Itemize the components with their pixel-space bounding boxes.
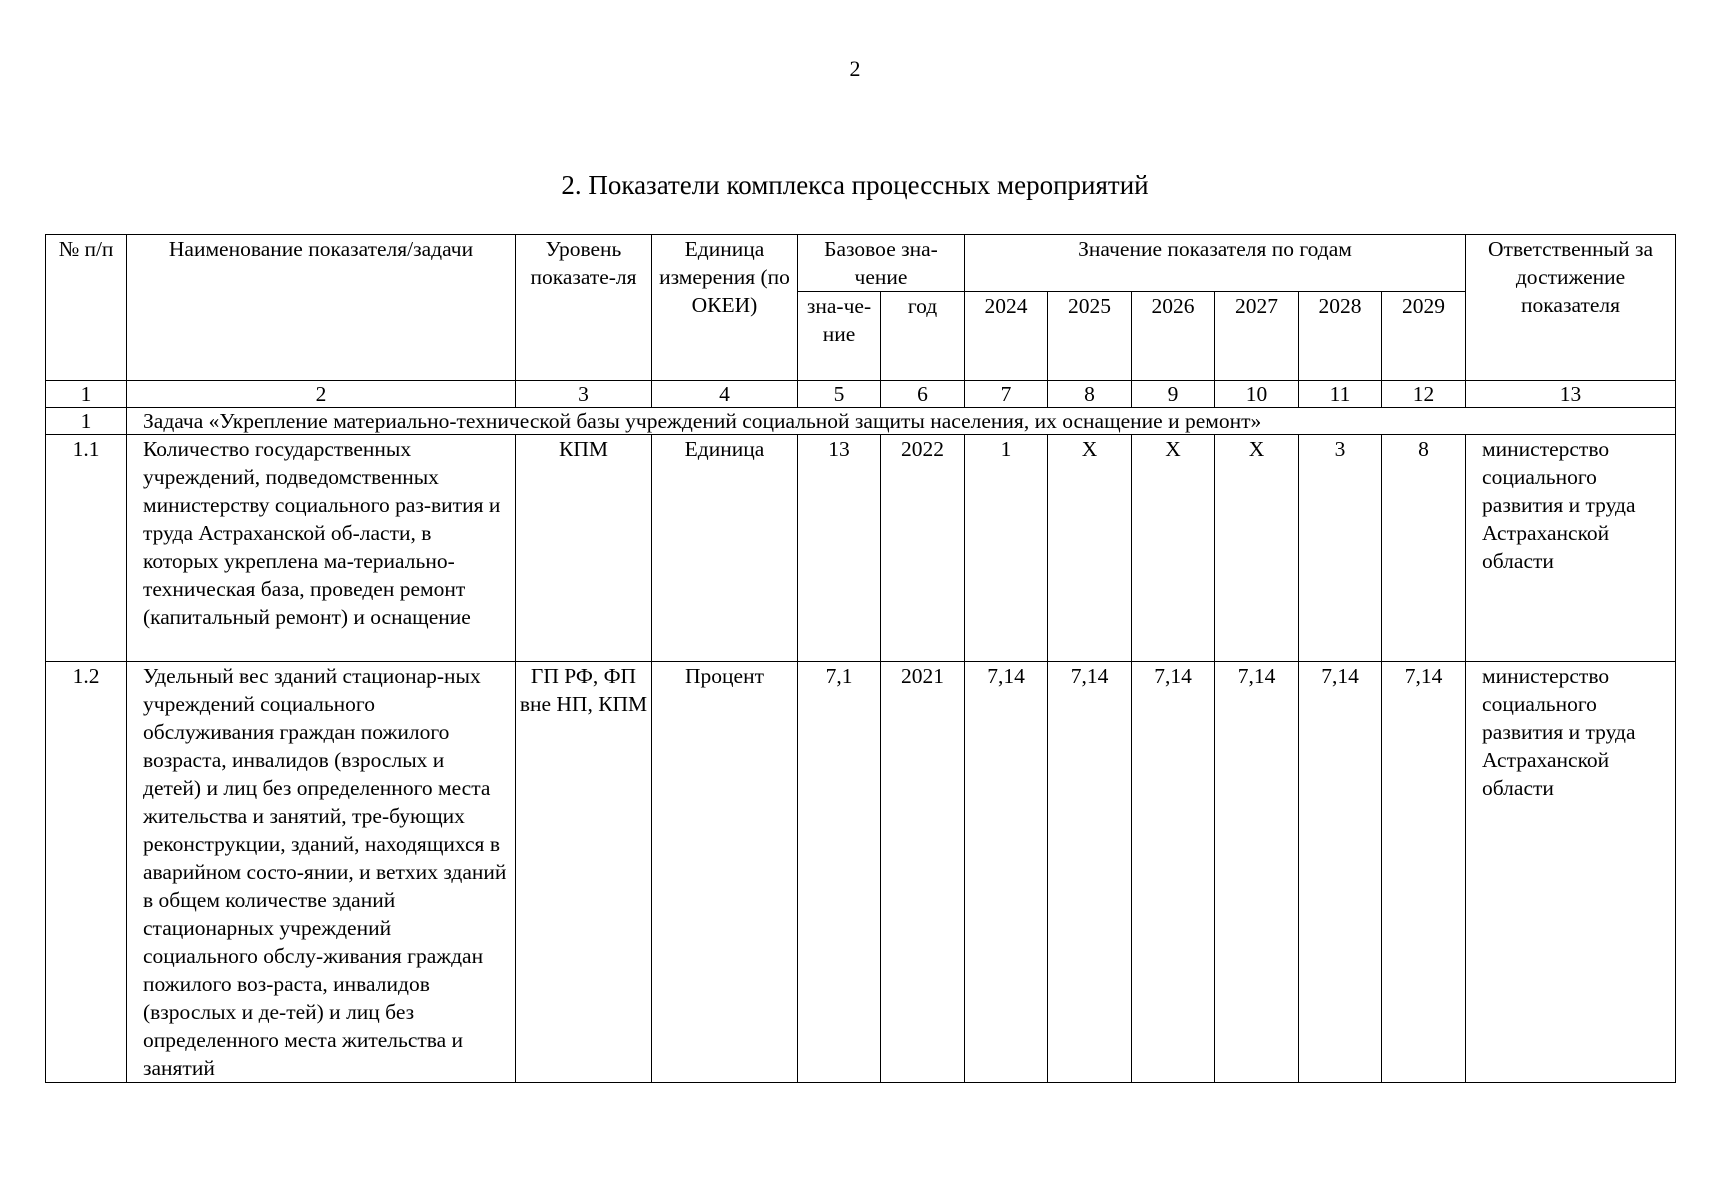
year-value: X bbox=[1215, 435, 1299, 662]
base-value: 7,1 bbox=[798, 662, 881, 1083]
year-value: X bbox=[1048, 435, 1132, 662]
year-value: 1 bbox=[965, 435, 1048, 662]
section-title: 2. Показатели комплекса процессных мероприятий bbox=[561, 170, 1149, 200]
column-numbers-row bbox=[46, 381, 1676, 408]
column-number: 10 bbox=[1215, 381, 1299, 408]
row-num: 1.1 bbox=[46, 435, 127, 662]
indicator-unit: Единица bbox=[652, 435, 798, 662]
row-num: 1.2 bbox=[46, 662, 127, 1083]
year-value: 7,14 bbox=[1299, 662, 1382, 1083]
indicator-level: ГП РФ, ФП вне НП, КПМ bbox=[516, 662, 652, 1083]
column-number: 2 bbox=[127, 381, 516, 408]
header-responsible: Ответственный за достижение показателя bbox=[1466, 235, 1676, 381]
year-value: 3 bbox=[1299, 435, 1382, 662]
column-number: 13 bbox=[1466, 381, 1676, 408]
year-value: X bbox=[1132, 435, 1215, 662]
header-name: Наименование показателя/задачи bbox=[127, 235, 516, 381]
column-number: 5 bbox=[798, 381, 881, 408]
indicators-table bbox=[45, 234, 1676, 1083]
column-number: 1 bbox=[46, 381, 127, 408]
base-year: 2021 bbox=[881, 662, 965, 1083]
header-year: 2024 bbox=[965, 292, 1048, 381]
indicator-name: Удельный вес зданий стационар-ных учреждений социального обслуживания граждан пожилого возраста, инвалидов (взрослых и детей) и лиц без определенного места жительства и занятий, тре-бующих реконструкции, зданий, находящихся в аварийном состо-янии, и ветхих зданий в общем количестве зданий стационарных учреждений социального обслу-живания граждан пожилого воз-раста, инвалидов (взрослых и де-тей) и лиц без определенного места жительства и занятий bbox=[127, 662, 516, 1083]
header-year: 2025 bbox=[1048, 292, 1132, 381]
header-by-years: Значение показателя по годам bbox=[965, 235, 1466, 292]
header-year: 2029 bbox=[1382, 292, 1466, 381]
header-num: № п/п bbox=[46, 235, 127, 381]
column-number: 6 bbox=[881, 381, 965, 408]
column-number: 9 bbox=[1132, 381, 1215, 408]
header-base-year: год bbox=[881, 292, 965, 381]
year-value: 7,14 bbox=[1215, 662, 1299, 1083]
year-value: 7,14 bbox=[1382, 662, 1466, 1083]
page-number: 2 bbox=[849, 56, 861, 81]
year-value: 7,14 bbox=[965, 662, 1048, 1083]
responsible: министерство социального развития и труда Астраханской области bbox=[1466, 662, 1676, 1083]
header-row bbox=[46, 235, 1676, 292]
task-num: 1 bbox=[46, 408, 127, 435]
year-value: 7,14 bbox=[1048, 662, 1132, 1083]
header-base: Базовое зна-чение bbox=[798, 235, 965, 292]
table-row bbox=[46, 435, 1676, 662]
column-number: 8 bbox=[1048, 381, 1132, 408]
header-year: 2026 bbox=[1132, 292, 1215, 381]
column-number: 12 bbox=[1382, 381, 1466, 408]
base-value: 13 bbox=[798, 435, 881, 662]
header-unit: Единица измерения (по ОКЕИ) bbox=[652, 235, 798, 381]
header-year: 2028 bbox=[1299, 292, 1382, 381]
table-row bbox=[46, 662, 1676, 1083]
year-value: 7,14 bbox=[1132, 662, 1215, 1083]
header-year: 2027 bbox=[1215, 292, 1299, 381]
column-number: 7 bbox=[965, 381, 1048, 408]
header-base-value: зна-че-ние bbox=[798, 292, 881, 381]
column-number: 11 bbox=[1299, 381, 1382, 408]
column-number: 3 bbox=[516, 381, 652, 408]
column-number: 4 bbox=[652, 381, 798, 408]
indicator-level: КПМ bbox=[516, 435, 652, 662]
task-text: Задача «Укрепление материально-технической базы учреждений социальной защиты населения, их оснащение и ремонт» bbox=[127, 408, 1676, 435]
indicator-unit: Процент bbox=[652, 662, 798, 1083]
responsible: министерство социального развития и труда Астраханской области bbox=[1466, 435, 1676, 662]
header-level: Уровень показате-ля bbox=[516, 235, 652, 381]
base-year: 2022 bbox=[881, 435, 965, 662]
year-value: 8 bbox=[1382, 435, 1466, 662]
task-row bbox=[46, 408, 1676, 435]
indicator-name: Количество государственных учреждений, подведомственных министерству социального раз-вития и труда Астраханской об-ласти, в которых укреплена ма-териально-техническая база, проведен ремонт (капитальный ремонт) и оснащение bbox=[127, 435, 516, 662]
